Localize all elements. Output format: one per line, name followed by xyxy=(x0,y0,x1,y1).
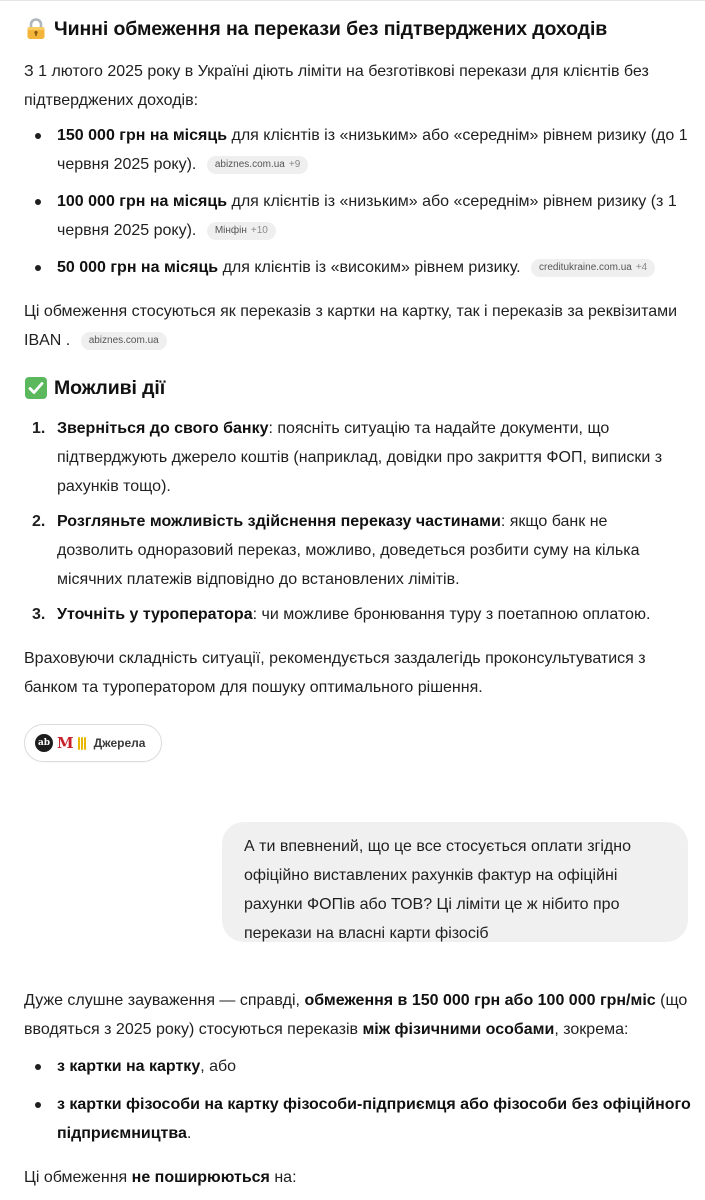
check-mark-icon xyxy=(24,376,48,400)
transfer-types-list xyxy=(24,1052,692,1148)
list-item-text: для клієнтів із «високим» рівнем ризику. xyxy=(218,259,521,276)
source-chip[interactable] xyxy=(531,259,655,277)
list-item-bold: 150 000 грн на місяць xyxy=(57,127,228,144)
creditukraine-favicon-icon xyxy=(78,737,86,750)
list-item xyxy=(24,507,688,594)
top-divider xyxy=(0,0,705,1)
source-chip-label: Мінфін xyxy=(214,225,247,236)
paragraph-scope-text: Ці обмеження стосуються як переказів з картки на картку, так і переказів за реквізитами IBAN . xyxy=(24,303,678,349)
assistant-message xyxy=(24,14,688,762)
list-item-text: . xyxy=(186,1125,192,1142)
list-item xyxy=(24,414,688,501)
paragraph-exclusions xyxy=(24,1163,692,1192)
text-run: (що вводяться з 2025 року) стосуються переказів xyxy=(24,992,688,1038)
section-heading-actions xyxy=(24,373,688,403)
list-item-bold: Зверніться до свого банку xyxy=(57,420,269,437)
sources-button[interactable] xyxy=(24,724,162,762)
assistant-response xyxy=(24,986,692,1192)
text-bold: обмеження в 150 000 грн або 100 000 грн/міс xyxy=(304,992,656,1009)
text-bold: не поширюються xyxy=(131,1169,270,1186)
list-item-text: для клієнтів із «низьким» або «середнім» рівнем ризику (до 1 червня 2025 року). xyxy=(57,127,688,173)
paragraph-scope xyxy=(24,297,688,355)
list-item xyxy=(24,600,688,629)
source-chip-count: +4 xyxy=(635,262,648,273)
actions-list xyxy=(24,414,688,629)
list-item xyxy=(24,121,688,179)
list-item-text: для клієнтів із «низьким» або «середнім» рівнем ризику (з 1 червня 2025 року). xyxy=(57,193,677,239)
list-item-bold: 50 000 грн на місяць xyxy=(57,259,219,276)
paragraph-response-intro xyxy=(24,986,692,1044)
text-run: на: xyxy=(269,1169,297,1186)
list-item-text: : чи можливе бронювання туру з поетапною оплатою. xyxy=(252,606,651,623)
list-item-number: 3. xyxy=(32,606,46,623)
source-chip-count: +10 xyxy=(250,225,268,236)
user-message-bubble xyxy=(222,822,688,942)
text-run: Дуже слушне зауваження — справді, xyxy=(24,992,305,1009)
list-item-text: : якщо банк не дозволить одноразовий переказ, можливо, доведеться розбити суму на кілька місячних платежів відповідно до встановлених лімітів. xyxy=(57,513,640,588)
source-chip[interactable] xyxy=(207,222,276,240)
list-item-bold: Уточніть у туроператора xyxy=(57,606,253,623)
text-run: Ці обмеження xyxy=(24,1169,132,1186)
list-item xyxy=(24,1090,692,1148)
list-item-number: 2. xyxy=(32,513,46,530)
section-heading-text: Можливі дії xyxy=(54,377,166,399)
list-item-number: 1. xyxy=(32,420,46,437)
paragraph-intro: З 1 лютого 2025 року в Україні діють ліміти на безготівкові перекази для клієнтів без підтверджених доходів: xyxy=(24,63,649,109)
source-chip[interactable] xyxy=(81,332,167,350)
user-message-text: А ти впевнений, що це все стосується оплати згідно офіційно виставлених рахунків фактур на офіційні рахунки ФОПів або ТОВ? Ці ліміти це ж нібито про перекази на власні карти фізосіб xyxy=(244,838,631,942)
list-item xyxy=(24,253,688,282)
source-chip-count: +9 xyxy=(288,159,301,170)
limits-list xyxy=(24,121,688,282)
list-item-bold: з картки на картку xyxy=(57,1058,201,1075)
section-heading-text: Чинні обмеження на перекази без підтверджених доходів xyxy=(54,18,608,40)
source-chip-label: abiznes.com.ua xyxy=(88,335,159,346)
lock-icon xyxy=(24,17,48,41)
paragraph-recommendation: Враховуючи складність ситуації, рекомендується заздалегідь проконсультуватися з банком та туроператором для пошуку оптимального рішення. xyxy=(24,650,646,696)
list-item-text: , або xyxy=(200,1058,237,1075)
list-item xyxy=(24,1052,692,1081)
list-item xyxy=(24,187,688,245)
source-favicons xyxy=(35,734,86,752)
list-item-bold: Розгляньте можливість здійснення переказу частинами xyxy=(57,513,501,530)
minfin-favicon-icon: M xyxy=(57,734,74,752)
source-chip-label: abiznes.com.ua xyxy=(214,159,285,170)
source-chip-label: creditukraine.com.ua xyxy=(539,262,632,273)
text-bold: між фізичними особами xyxy=(362,1021,555,1038)
source-chip[interactable] xyxy=(207,156,308,174)
section-heading-limits xyxy=(24,14,688,44)
list-item-bold: 100 000 грн на місяць xyxy=(57,193,228,210)
list-item-text: : поясніть ситуацію та надайте документи, що підтверджують джерело коштів (наприклад, довідки про закриття ФОП, виписки з рахунків тощо). xyxy=(57,420,663,495)
abiznes-favicon-icon: ab xyxy=(35,734,53,752)
text-run: , зокрема: xyxy=(554,1021,629,1038)
sources-button-label: Джерела xyxy=(93,736,146,750)
list-item-bold: з картки фізособи на картку фізособи-підприємця або фізособи без офіційного підприємництва xyxy=(57,1096,691,1142)
